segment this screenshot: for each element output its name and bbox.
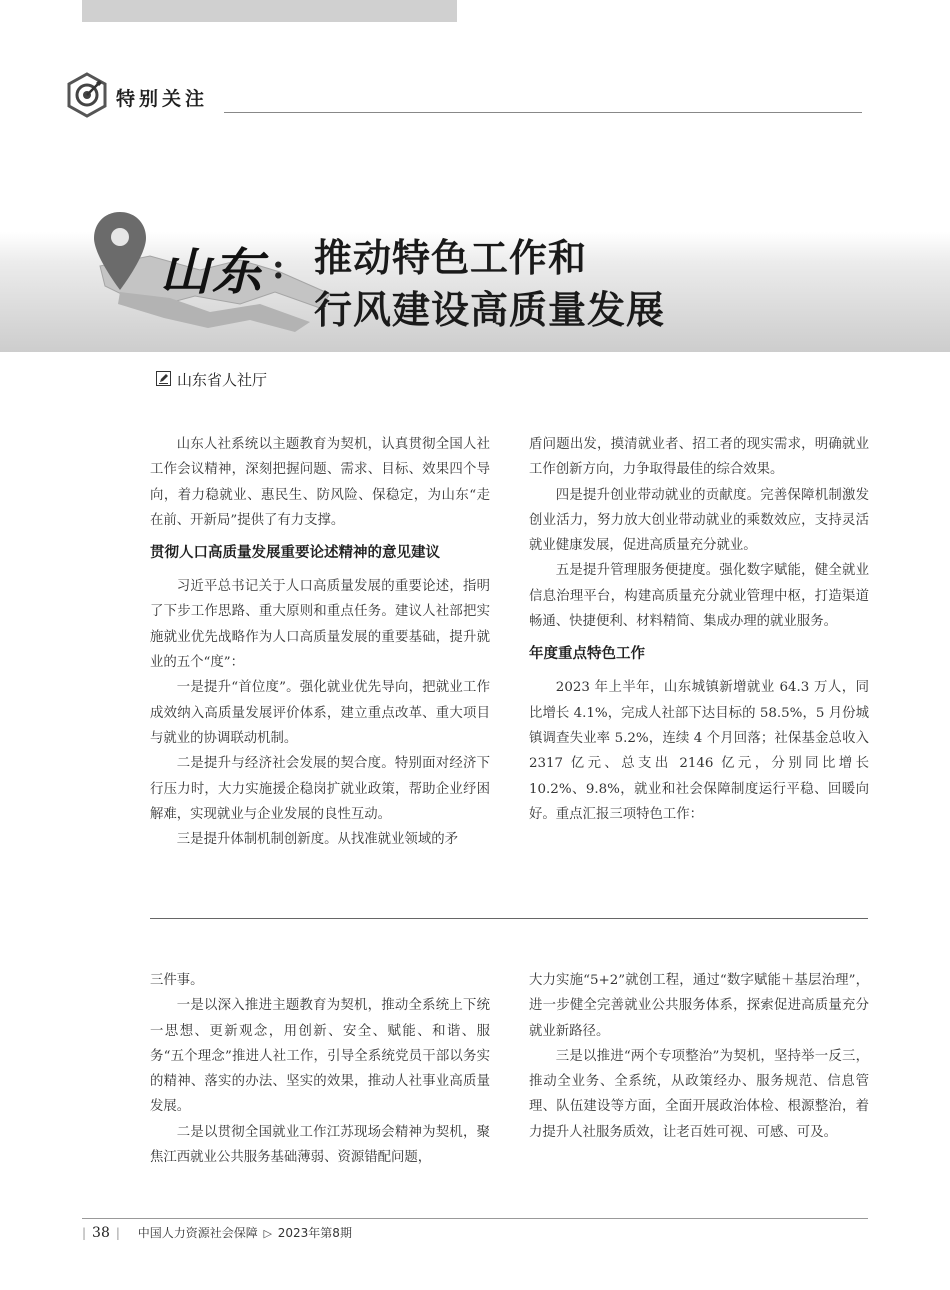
section-rule (224, 112, 862, 113)
paragraph: 五是提升管理服务便捷度。强化数字赋能，健全就业信息治理平台，构建高质量充分就业管理中枢，打造渠道畅通、快捷便利、材料精简、集成办理的就业服务。 (529, 563, 869, 630)
magazine-name: 中国人力资源社会保障 (137, 1226, 258, 1240)
target-logo-icon (66, 72, 108, 118)
paragraph: 二是提升与经济社会发展的契合度。特别面对经济下行压力时，大力实施援企稳岗扩就业政策，帮助企业纾困解难，实现就业与企业发展的良性互动。 (150, 756, 490, 822)
author-name: 山东省人社厅 (177, 371, 268, 389)
section-title: 特别关注 (116, 88, 209, 110)
title-line-2: 行风建设高质量发展 (314, 288, 666, 332)
column-3 (150, 968, 490, 1170)
paragraph: 二是以贯彻全国就业工作江苏现场会精神为契机，聚焦江西就业公共服务基础薄弱、资源错配问题， (150, 1124, 490, 1166)
subheading: 贯彻人口高质量发展重要论述精神的意见建议 (150, 545, 440, 562)
issue-number: 2023年第8期 (277, 1226, 352, 1240)
subheading: 年度重点特色工作 (529, 646, 645, 663)
pen-icon (156, 371, 171, 386)
footer-rule (82, 1218, 868, 1219)
page-footer (82, 1218, 868, 1242)
footer-bar-right: | (115, 1226, 120, 1240)
paragraph: 三件事。 (150, 973, 204, 988)
paragraph: 习近平总书记关于人口高质量发展的重要论述，指明了下步工作思路、重大原则和重点任务。建议人社部把实施就业优先战略作为人口高质量发展的重要基础，提升就业的五个“度”： (150, 579, 490, 671)
article-title (314, 232, 665, 336)
column-1 (150, 432, 490, 852)
page-divider (150, 918, 868, 919)
paragraph: 盾问题出发，摸清就业者、招工者的现实需求，明确就业工作创新方向，力争取得最佳的综合效果。 (529, 437, 869, 478)
paragraph: 一是提升“首位度”。强化就业优先导向，把就业工作成效纳入高质量发展评价体系，建立重点改革、重大项目与就业的协调联动机制。 (150, 680, 490, 746)
footer-text (82, 1224, 352, 1241)
paragraph: 一是以深入推进主题教育为契机，推动全系统上下统一思想、更新观念，用创新、安全、赋能、和谐、服务“五个理念”推进人社工作，引导全系统党员干部以务实的精神、落实的办法、坚实的效果，推动人社事业高质量发展。 (150, 998, 490, 1115)
title-line-1: 推动特色工作和 (314, 236, 588, 280)
page-number: 38 (92, 1225, 110, 1241)
paragraph: 三是提升体制机制创新度。从找准就业领域的矛 (176, 832, 458, 848)
hero-place-name: 山东 (160, 242, 264, 301)
hero-colon: : (272, 247, 285, 287)
column-4 (529, 968, 869, 1145)
paragraph: 四是提升创业带动就业的贡献度。完善保障机制激发创业活力，努力放大创业带动就业的乘数效应，支持灵活就业健康发展，促进高质量充分就业。 (529, 487, 869, 554)
paragraph: 大力实施“5+2”就创工程，通过“数字赋能＋基层治理”，进一步健全完善就业公共服务体系，探索促进高质量充分就业新路径。 (529, 973, 869, 1039)
paragraph: 2023 年上半年，山东城镇新增就业 64.3 万人，同比增长 4.1%，完成人社部下达目标的 58.5%，5 月份城镇调查失业率 5.2%，连续 4 个月回落；社保基金总收入 2317 亿元、总支出 2146 亿元，分别同比增长 10.2%、9.8%，就业和社会保障制度运行平稳、回暖向好。重点汇报三项特色工作： (529, 680, 869, 822)
column-2 (529, 432, 869, 827)
circle-arrow-icon: ▷ (263, 1227, 272, 1240)
paragraph: 山东人社系统以主题教育为契机，认真贯彻全国人社工作会议精神，深刻把握问题、需求、目标、效果四个导向，着力稳就业、惠民生、防风险、保稳定，为山东“走在前、开新局”提供了有力支撑。 (150, 437, 490, 528)
section-header (66, 72, 862, 116)
footer-bar-left: | (82, 1226, 87, 1240)
top-gray-bar (82, 0, 457, 22)
paragraph: 三是以推进“两个专项整治”为契机，坚持举一反三，推动全业务、全系统，从政策经办、服务规范、信息管理、队伍建设等方面，全面开展政治体检、根源整治，着力提升人社服务质效，让老百姓可视、可感、可及。 (529, 1048, 869, 1140)
